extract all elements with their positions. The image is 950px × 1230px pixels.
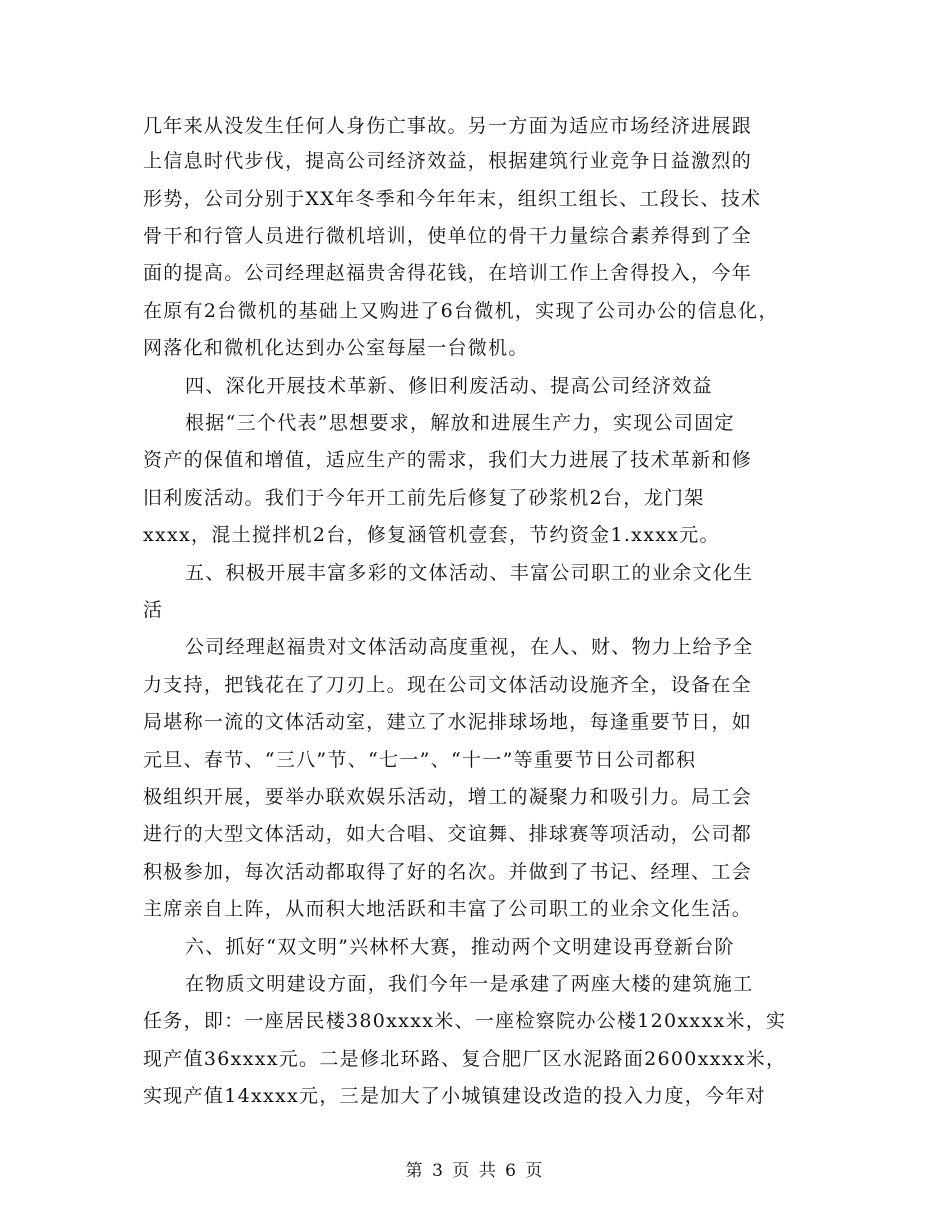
text-line: 根据“三个代表”思想要求，解放和进展生产力，实现公司固定: [185, 412, 735, 434]
text-line: 积极参加，每次活动都取得了好的名次。并做到了书记、经理、工会: [143, 861, 753, 883]
text-line: 实现产值14xxxx元，三是加大了小城镇建设改造的投入力度，今年对: [143, 1085, 766, 1107]
page-number-footer: 第 3 页 共 6 页: [405, 1161, 545, 1181]
text-line: 资产的保值和增值，适应生产的需求，我们大力进展了技术革新和修: [143, 449, 753, 471]
text-line: 网落化和微机化达到办公室每屋一台微机。: [143, 337, 529, 359]
text-line: 几年来从没发生任何人身伤亡事故。另一方面为适应市场经济进展跟: [143, 115, 753, 137]
text-line: xxxx，混土搅拌机2台，修复涵管机壹套，节约资金1.xxxx元。: [143, 524, 720, 546]
text-line: 主席亲自上阵，从而积大地活跃和丰富了公司职工的业余文化生活。: [143, 898, 753, 920]
text-line: 在原有2台微机的基础上又购进了6台微机，实现了公司办公的信息化，: [143, 300, 779, 322]
section-heading: 四、深化开展技术革新、修旧利废活动、提高公司经济效益: [185, 375, 713, 397]
text-line: 骨干和行管人员进行微机培训，使单位的骨干力量综合素养得到了全: [143, 225, 753, 247]
text-line: 上信息时代步伐，提高公司经济效益，根据建筑行业竞争日益激烈的: [143, 150, 753, 172]
section-heading: 五、积极开展丰富多彩的文体活动、丰富公司职工的业余文化生: [185, 562, 754, 584]
text-line: 在物质文明建设方面，我们今年一是承建了两座大楼的建筑施工: [185, 973, 754, 995]
section-heading-continued: 活: [143, 599, 164, 621]
text-line: 现产值36xxxx元。二是修北环路、复合肥厂区水泥路面2600xxxx米，: [143, 1048, 787, 1070]
text-line: 公司经理赵福贵对文体活动高度重视，在人、财、物力上给予全: [185, 636, 754, 658]
text-line: 旧利废活动。我们于今年开工前先后修复了砂浆机2台，龙门架: [143, 487, 705, 509]
text-line: 极组织开展，要举办联欢娱乐活动，增工的凝聚力和吸引力。局工会: [143, 786, 753, 808]
section-heading: 六、抓好“双文明”兴林杯大赛，推动两个文明建设再登新台阶: [185, 936, 735, 958]
text-line: 面的提高。公司经理赵福贵舍得花钱，在培训工作上舍得投入，今年: [143, 262, 753, 284]
text-line: 元旦、春节、“三八”节、“七一”、“十一”等重要节日公司都积: [143, 749, 697, 771]
text-line: 任务，即：一座居民楼380xxxx米、一座检察院办公楼120xxxx米，实: [143, 1010, 787, 1032]
text-line: 形势，公司分别于XX年冬季和今年年末，组织工组长、工段长、技术: [143, 188, 762, 210]
text-line: 局堪称一流的文体活动室，建立了水泥排球场地，每逢重要节日，如: [143, 711, 753, 733]
text-line: 力支持，把钱花在了刀刃上。现在公司文体活动设施齐全，设备在全: [143, 674, 753, 696]
text-line: 进行的大型文体活动，如大合唱、交谊舞、排球赛等项活动，公司都: [143, 823, 753, 845]
